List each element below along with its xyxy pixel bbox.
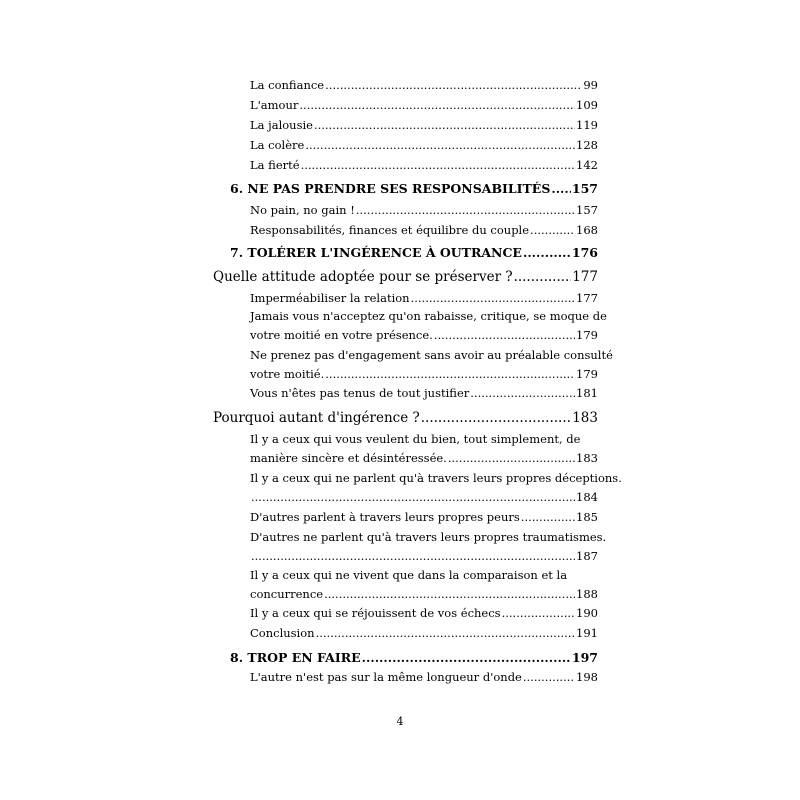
toc-entry xyxy=(250,453,598,465)
toc-entry xyxy=(250,205,598,217)
dot-leader xyxy=(324,589,575,601)
toc-entry xyxy=(250,589,598,601)
dot-leader xyxy=(448,453,575,465)
entry-title: Imperméabiliser la relation xyxy=(250,291,410,305)
chapter-title: 6. NE PAS PRENDRE SES RESPONSABILITÉS xyxy=(230,181,551,196)
toc-entry xyxy=(250,492,598,504)
toc-section xyxy=(213,412,598,426)
toc-entry xyxy=(250,330,598,342)
toc-entry xyxy=(250,80,598,92)
toc-entry-line1: Jamais vous n'acceptez qu'on rabaisse, critique, se moque de xyxy=(250,309,607,323)
dot-leader xyxy=(523,672,575,684)
dot-leader xyxy=(251,551,575,563)
toc-chapter xyxy=(230,652,598,665)
entry-title: La jalousie xyxy=(250,118,313,132)
toc-entry xyxy=(250,672,598,684)
toc-entry xyxy=(250,120,598,132)
dot-leader xyxy=(299,100,575,112)
entry-title: L'amour xyxy=(250,98,299,112)
dot-leader xyxy=(314,120,575,132)
entry-page: 198 xyxy=(576,670,598,684)
toc-entry xyxy=(250,369,598,381)
toc-entry-line1: Il y a ceux qui ne vivent que dans la comparaison et la xyxy=(250,568,568,582)
entry-page: 157 xyxy=(576,203,598,217)
dot-leader xyxy=(316,628,575,640)
entry-title: La confiance xyxy=(250,78,325,92)
toc-entry xyxy=(250,140,598,152)
toc-entry xyxy=(250,551,598,563)
entry-page: 109 xyxy=(576,98,598,112)
toc-entry-line1: Il y a ceux qui ne parlent qu'à travers leurs propres déceptions. xyxy=(250,471,622,485)
dot-leader xyxy=(362,652,571,665)
entry-page: 185 xyxy=(576,510,598,524)
toc-entry xyxy=(250,512,598,524)
entry-page: 119 xyxy=(576,118,598,132)
entry-title: concurrence xyxy=(250,587,324,601)
section-page: 183 xyxy=(572,410,598,426)
entry-page: 177 xyxy=(576,291,598,305)
section-page: 177 xyxy=(572,269,598,285)
entry-title: L'autre n'est pas sur la même longueur d'onde xyxy=(250,670,522,684)
dot-leader xyxy=(305,140,575,152)
toc-entry-line1: D'autres ne parlent qu'à travers leurs propres traumatismes. xyxy=(250,530,607,544)
dot-leader xyxy=(514,271,572,285)
dot-leader xyxy=(356,205,575,217)
entry-title: manière sincère et désintéressée. xyxy=(250,451,447,465)
entry-page: 128 xyxy=(576,138,598,152)
chapter-page: 157 xyxy=(571,181,598,196)
entry-title: Conclusion xyxy=(250,626,315,640)
toc-entry xyxy=(250,293,598,305)
entry-page: 184 xyxy=(576,490,598,504)
toc-entry-line1: Il y a ceux qui vous veulent du bien, tout simplement, de xyxy=(250,432,581,446)
dot-leader xyxy=(434,330,575,342)
entry-page: 99 xyxy=(583,78,598,92)
section-title: Pourquoi autant d'ingérence ? xyxy=(213,410,420,426)
entry-page: 168 xyxy=(576,223,598,237)
dot-leader xyxy=(301,160,575,172)
entry-page: 179 xyxy=(576,367,598,381)
dot-leader xyxy=(551,183,571,196)
entry-title: La fierté xyxy=(250,158,300,172)
dot-leader xyxy=(421,412,571,426)
entry-title: Il y a ceux qui se réjouissent de vos échecs xyxy=(250,606,501,620)
chapter-page: 176 xyxy=(571,245,598,260)
entry-page: 190 xyxy=(576,606,598,620)
dot-leader xyxy=(325,80,582,92)
dot-leader xyxy=(521,512,575,524)
entry-page: 187 xyxy=(576,549,598,563)
dot-leader xyxy=(411,293,575,305)
entry-title: Responsabilités, finances et équilibre du couple xyxy=(250,223,530,237)
page-number: 4 xyxy=(396,715,404,728)
entry-page: 181 xyxy=(576,386,598,400)
dot-leader xyxy=(251,492,575,504)
dot-leader xyxy=(523,247,571,260)
toc-entry xyxy=(250,160,598,172)
entry-title: votre moitié en votre présence. xyxy=(250,328,433,342)
dot-leader xyxy=(502,608,575,620)
dot-leader xyxy=(530,225,575,237)
toc-section xyxy=(213,271,598,285)
toc-entry xyxy=(250,608,598,620)
chapter-title: 8. TROP EN FAIRE xyxy=(230,650,361,665)
toc-entry xyxy=(250,388,598,400)
section-title: Quelle attitude adoptée pour se préserver ? xyxy=(213,269,513,285)
dot-leader xyxy=(470,388,575,400)
chapter-page: 197 xyxy=(571,650,598,665)
chapter-title: 7. TOLÉRER L'INGÉRENCE À OUTRANCE xyxy=(230,245,522,260)
entry-title: No pain, no gain ! xyxy=(250,203,355,217)
entry-page: 142 xyxy=(576,158,598,172)
entry-page: 183 xyxy=(576,451,598,465)
toc-chapter xyxy=(230,183,598,196)
entry-page: 191 xyxy=(576,626,598,640)
entry-title: D'autres parlent à travers leurs propres peurs xyxy=(250,510,520,524)
entry-page: 188 xyxy=(576,587,598,601)
entry-title: La colère xyxy=(250,138,305,152)
entry-title: votre moitié. xyxy=(250,367,325,381)
entry-title: Vous n'êtes pas tenus de tout justifier xyxy=(250,386,470,400)
toc-entry xyxy=(250,100,598,112)
entry-page: 179 xyxy=(576,328,598,342)
toc-chapter xyxy=(230,247,598,260)
toc-entry xyxy=(250,225,598,237)
toc-entry xyxy=(250,628,598,640)
toc-entry-line1: Ne prenez pas d'engagement sans avoir au préalable consulté xyxy=(250,348,613,362)
dot-leader xyxy=(325,369,575,381)
